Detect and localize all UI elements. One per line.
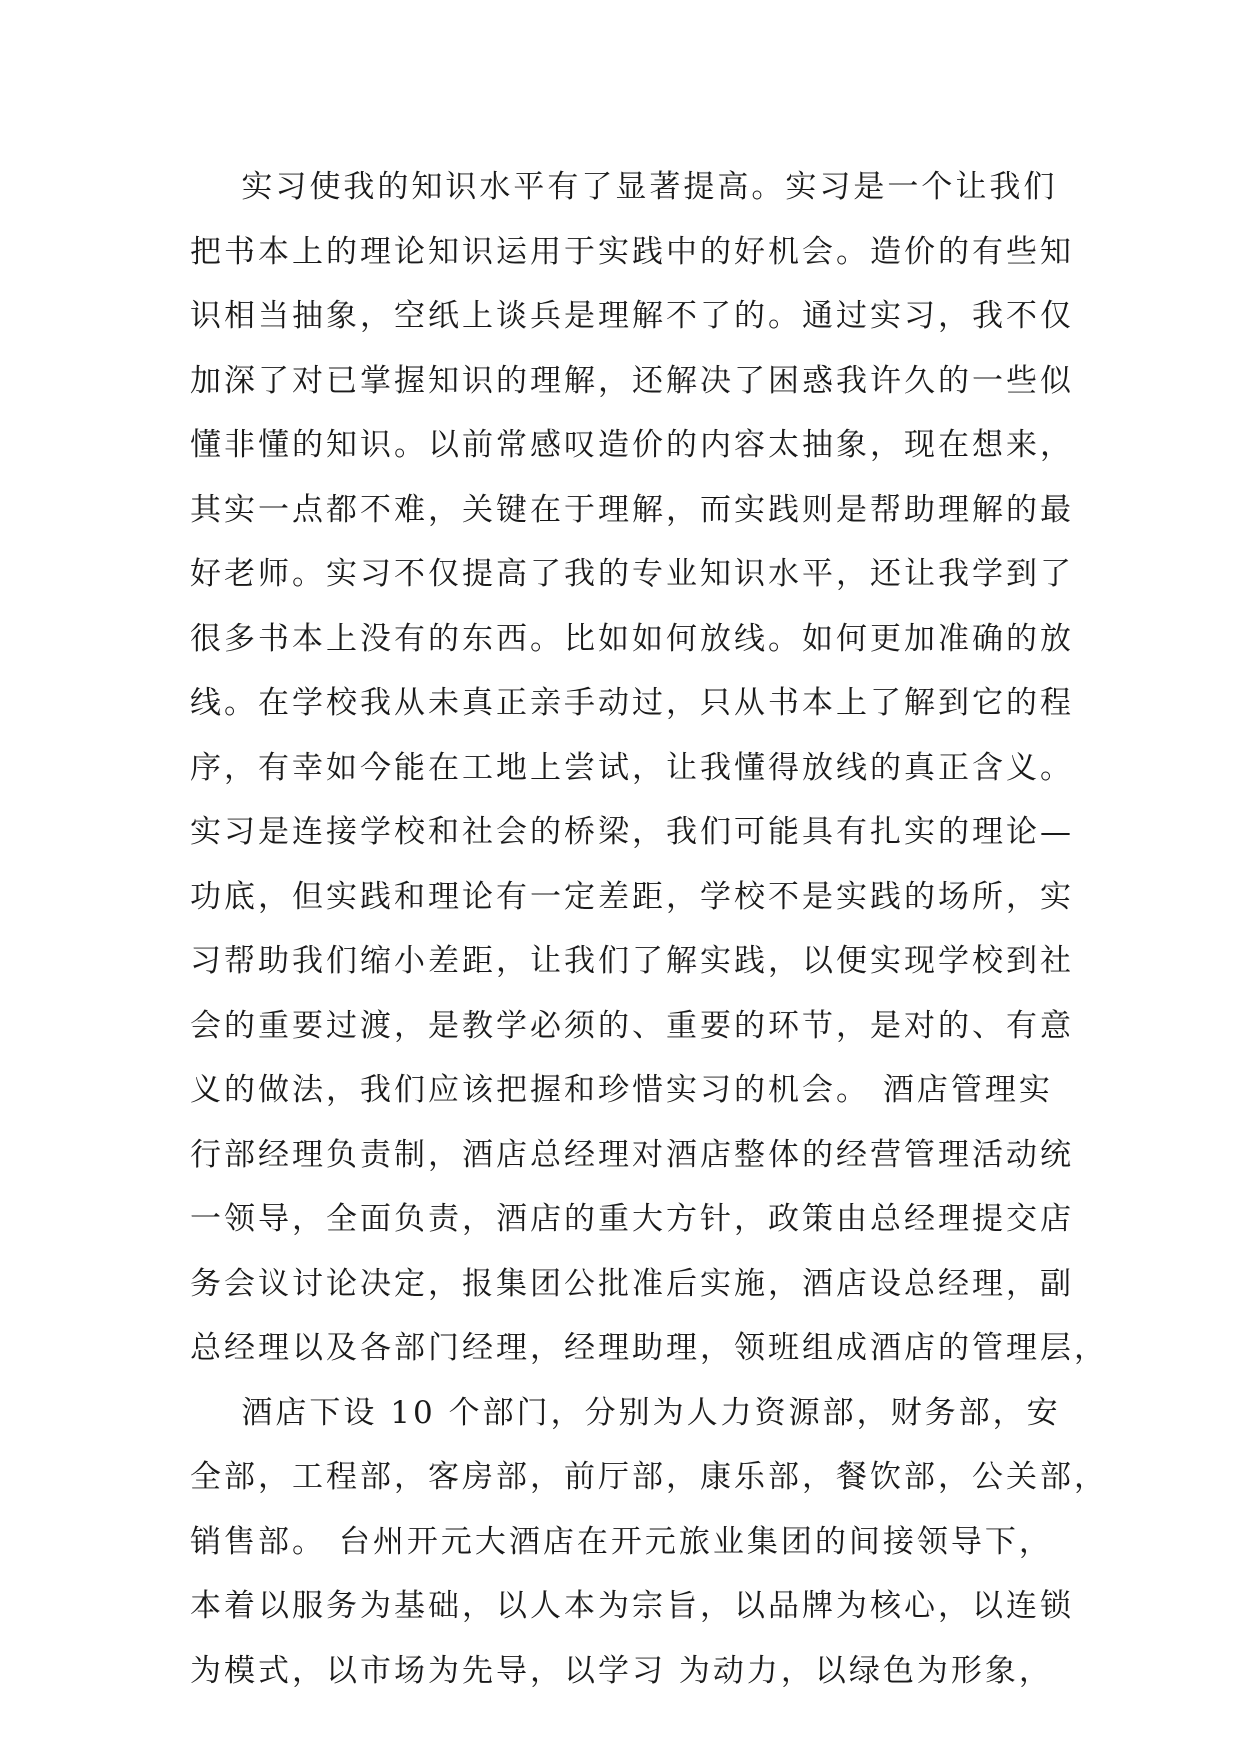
text-line: 加深了对已掌握知识的理解，还解决了困惑我许久的一些似 <box>190 362 1074 399</box>
text-line: 义的做法，我们应该把握和珍惜实习的机会。 酒店管理实 <box>190 1072 1053 1108</box>
text-line: 行部经理负责制，酒店总经理对酒店整体的经营管理活动统 <box>190 1136 1074 1173</box>
text-line: 酒店下设 10 个部门，分别为人力资源部，财务部，安 <box>190 1394 1061 1431</box>
text-line: 销售部。 台州开元大酒店在开元旅业集团的间接领导下， <box>190 1523 1053 1560</box>
text-line: 实习是连接学校和社会的桥梁，我们可能具有扎实的理论— <box>190 814 1074 850</box>
text-line: 功底，但实践和理论有一定差距，学校不是实践的场所，实 <box>190 878 1074 915</box>
text-line: 为模式，以市场为先导，以学习 为动力，以绿色为形象， <box>190 1652 1053 1689</box>
text-line: 懂非懂的知识。以前常感叹造价的内容太抽象，现在想来， <box>190 427 1074 463</box>
text-line: 习帮助我们缩小差距，让我们了解实践，以便实现学校到社 <box>190 943 1074 979</box>
text-line: 务会议讨论决定，报集团公批准后实施，酒店设总经理，副 <box>190 1265 1074 1302</box>
text-line: 把书本上的理论知识运用于实践中的好机会。造价的有些知 <box>190 233 1074 270</box>
text-line: 一领导，全面负责，酒店的重大方针，政策由总经理提交店 <box>190 1201 1074 1237</box>
text-line: 总经理以及各部门经理，经理助理，领班组成酒店的管理层， <box>190 1330 1108 1366</box>
text-line: 其实一点都不难，关键在于理解，而实践则是帮助理解的最 <box>190 491 1074 528</box>
text-line: 线。在学校我从未真正亲手动过，只从书本上了解到它的程 <box>190 685 1074 721</box>
text-line: 序，有幸如今能在工地上尝试，让我懂得放线的真正含义。 <box>190 749 1074 786</box>
text-line: 实习使我的知识水平有了显著提高。实习是一个让我们 <box>190 169 1058 205</box>
text-line: 会的重要过渡，是教学必须的、重要的环节，是对的、有意 <box>190 1007 1074 1044</box>
text-line: 很多书本上没有的东西。比如如何放线。如何更加准确的放 <box>190 620 1074 657</box>
text-line: 好老师。实习不仅提高了我的专业知识水平，还让我学到了 <box>190 556 1074 592</box>
text-line: 全部，工程部，客房部，前厅部，康乐部，餐饮部，公关部， <box>190 1459 1108 1495</box>
text-line: 识相当抽象，空纸上谈兵是理解不了的。通过实习，我不仅 <box>190 298 1074 334</box>
body-text <box>190 155 1108 1703</box>
text-line: 本着以服务为基础，以人本为宗旨，以品牌为核心，以连锁 <box>190 1588 1074 1624</box>
